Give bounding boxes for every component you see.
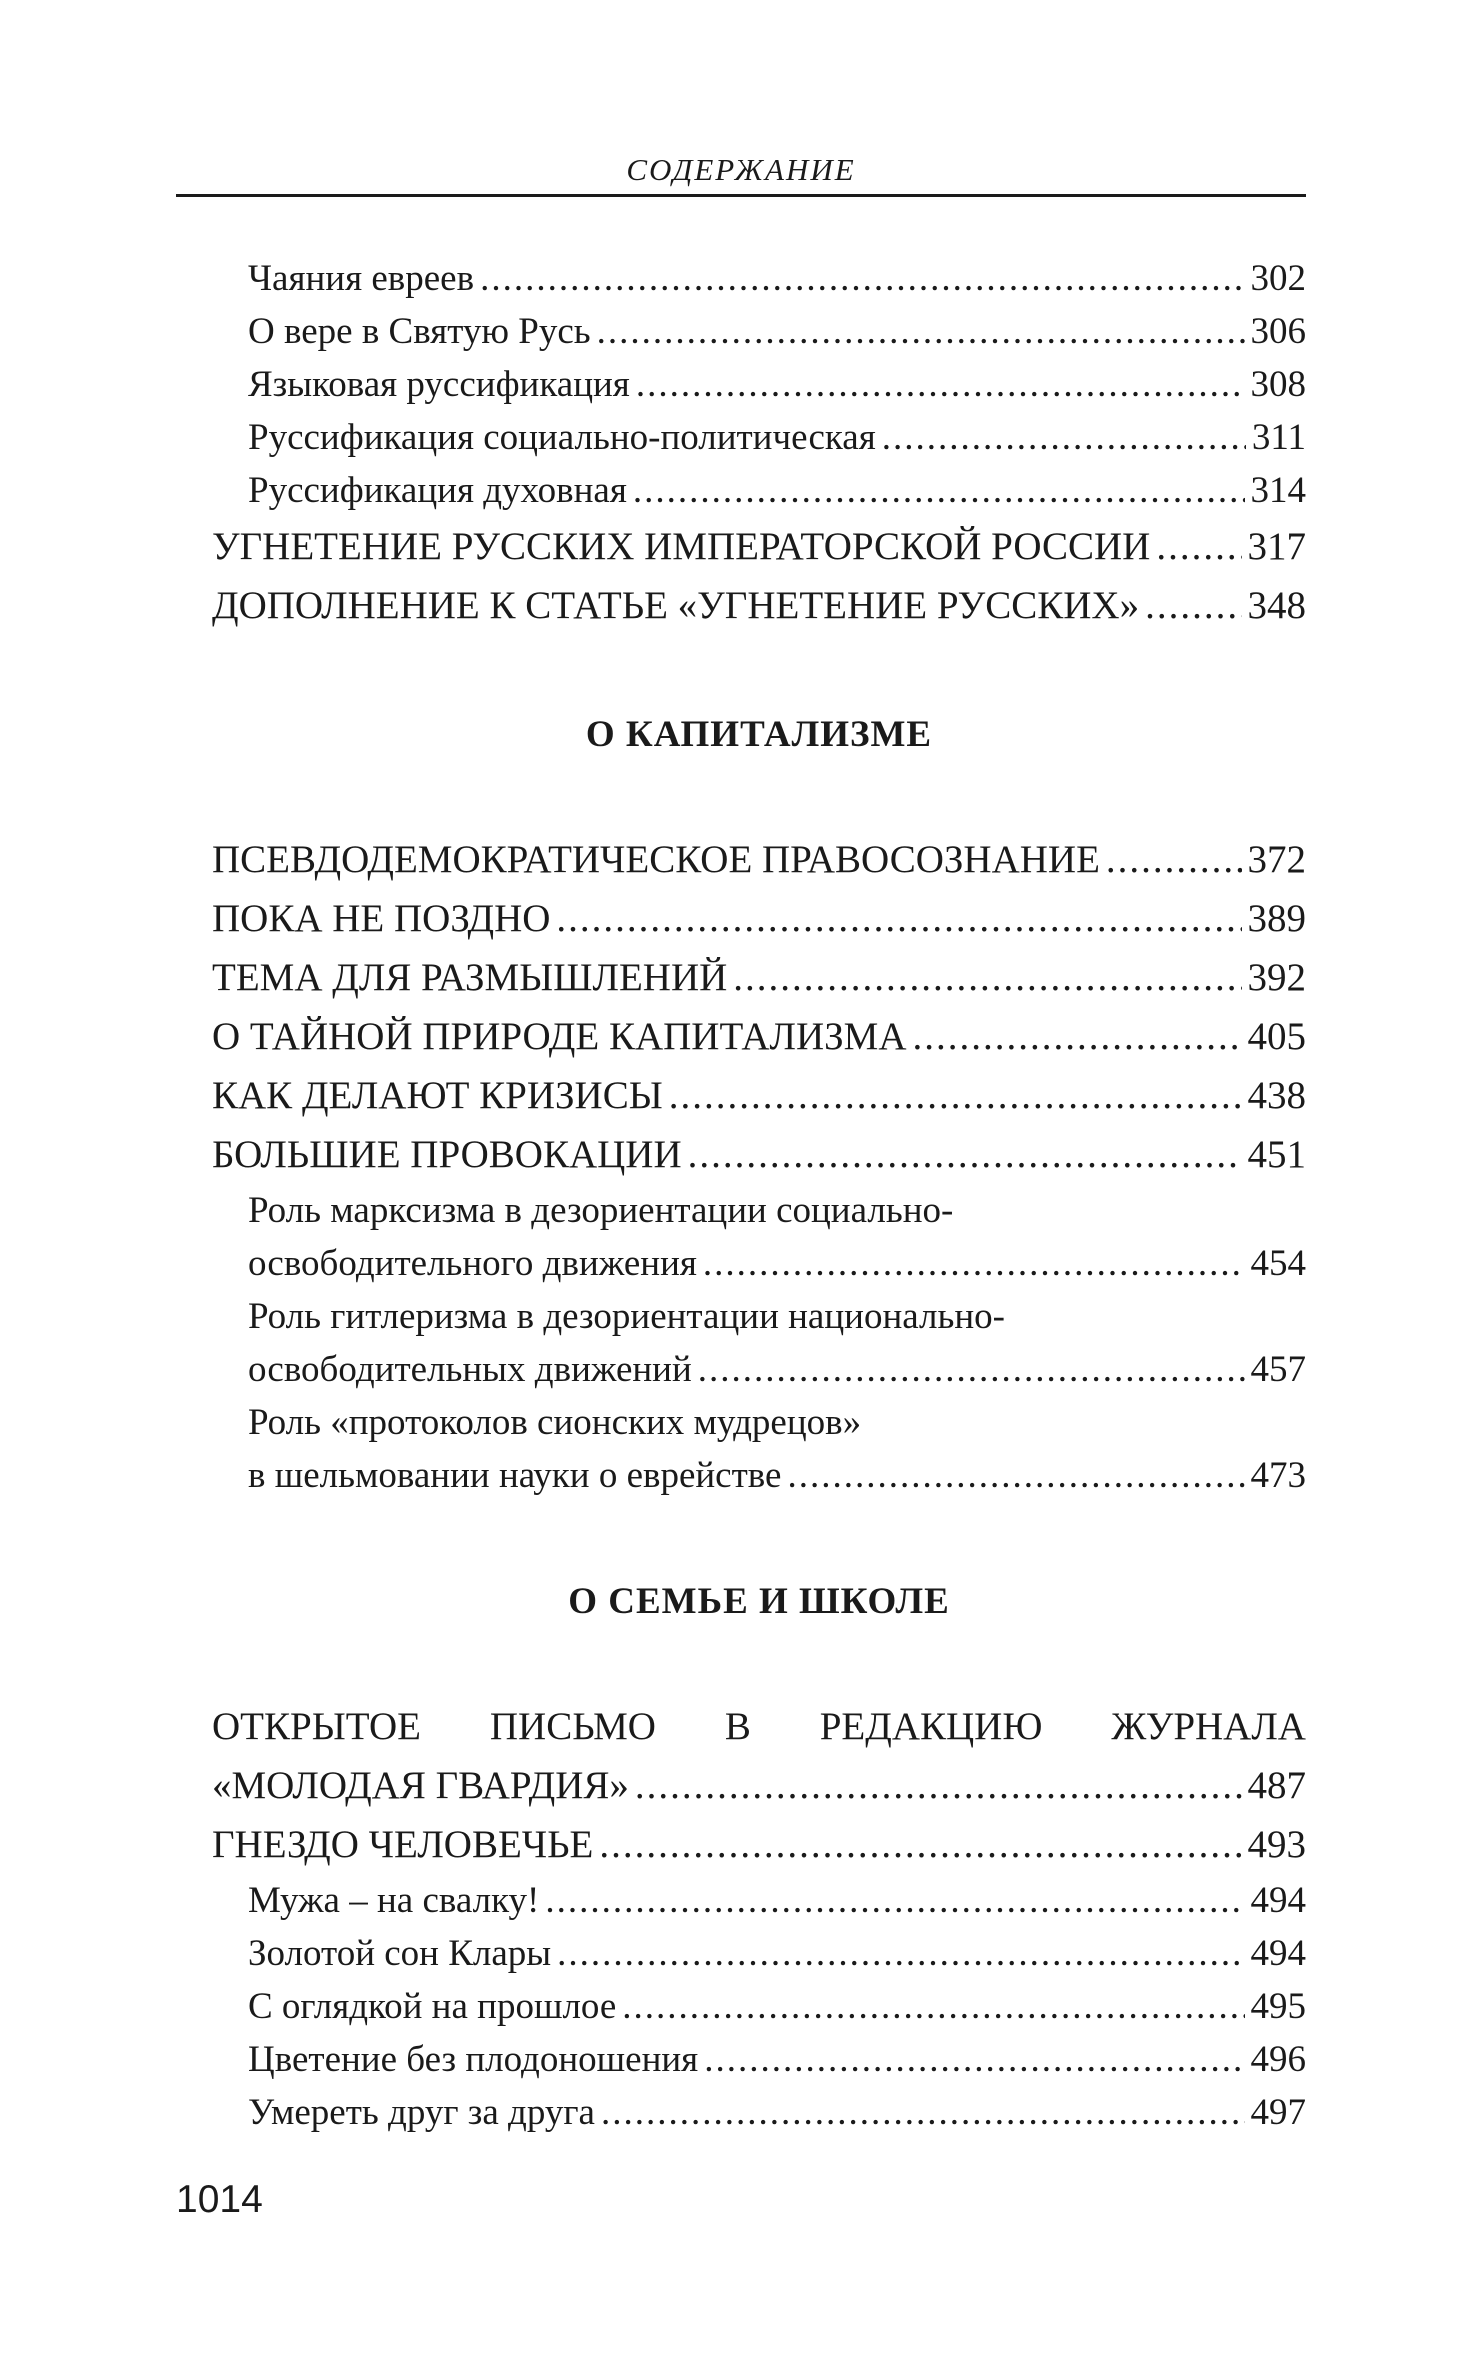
dot-leader [669, 1066, 1242, 1125]
toc-entry [212, 1927, 1306, 1980]
toc-entry-page: 317 [1247, 525, 1306, 568]
toc-entry-title: УГНЕТЕНИЕ РУССКИХ ИМПЕРАТОРСКОЙ РОССИИ [212, 525, 1151, 568]
dot-leader [601, 2086, 1245, 2139]
dot-leader [545, 1874, 1244, 1927]
toc-entry-page: 487 [1247, 1764, 1306, 1807]
toc-entry-title: в шельмовании науки о еврействе [248, 1455, 782, 1496]
toc-entry-title: Чаяния евреев [248, 258, 475, 299]
dot-leader [480, 252, 1244, 305]
toc-entry [212, 1066, 1306, 1125]
toc-entry-page: 497 [1250, 2092, 1306, 2133]
toc-entry-title: ПОКА НЕ ПОЗДНО [212, 897, 551, 940]
toc-entry-first-line [212, 1396, 1306, 1449]
dot-leader [636, 358, 1245, 411]
toc-entry [212, 830, 1306, 889]
toc-entry [212, 948, 1306, 1007]
toc-entry-title: «МОЛОДАЯ ГВАРДИЯ» [212, 1764, 629, 1807]
toc-entry [212, 305, 1306, 358]
toc-entry-title: ТЕМА ДЛЯ РАЗМЫШЛЕНИЙ [212, 956, 728, 999]
toc-entry-title: Роль марксизма в дезориентации социально- [248, 1190, 954, 1231]
toc-entry-page: 495 [1250, 1986, 1306, 2027]
toc-entry [212, 1815, 1306, 1874]
toc-entry [212, 1007, 1306, 1066]
toc-entry-page: 405 [1247, 1015, 1306, 1058]
dot-leader [597, 305, 1245, 358]
toc-entry-page: 389 [1247, 897, 1306, 940]
toc-entry-word: ПИСЬМО [489, 1705, 656, 1748]
toc-entry-page: 451 [1247, 1133, 1306, 1176]
toc-entry [212, 1125, 1306, 1184]
toc-entry-title: БОЛЬШИЕ ПРОВОКАЦИИ [212, 1133, 682, 1176]
dot-leader [1145, 576, 1241, 635]
toc-entry-page: 306 [1250, 311, 1306, 352]
toc-entry-title: Умереть друг за друга [248, 2092, 595, 2133]
table-of-contents [212, 252, 1306, 2139]
dot-leader [787, 1449, 1244, 1502]
toc-entry-page: 457 [1250, 1349, 1306, 1390]
dot-leader [599, 1815, 1241, 1874]
toc-entry [212, 2086, 1306, 2139]
toc-entry-page: 308 [1250, 364, 1306, 405]
dot-leader [1106, 830, 1242, 889]
toc-entry-page: 372 [1247, 838, 1306, 881]
toc-entry-title: Языковая руссификация [248, 364, 630, 405]
toc-entry [212, 252, 1306, 305]
section-heading: О СЕМЬЕ И ШКОЛЕ [568, 1581, 950, 1622]
dot-leader [698, 1343, 1245, 1396]
toc-entry [212, 1756, 1306, 1815]
dot-leader [622, 1980, 1244, 2033]
toc-entry-title: ПСЕВДОДЕМОКРАТИЧЕСКОЕ ПРАВОСОЗНАНИЕ [212, 838, 1100, 881]
toc-entry-page: 314 [1250, 470, 1306, 511]
toc-entry-first-line [212, 1290, 1306, 1343]
toc-entry [212, 889, 1306, 948]
section-heading: О КАПИТАЛИЗМЕ [585, 714, 933, 755]
toc-entry-title: О ТАЙНОЙ ПРИРОДЕ КАПИТАЛИЗМА [212, 1015, 907, 1058]
toc-entry-page: 348 [1247, 584, 1306, 627]
toc-entry-title: С оглядкой на прошлое [248, 1986, 617, 2027]
toc-entry-word: ОТКРЫТОЕ [212, 1705, 421, 1748]
toc-entry-page: 302 [1250, 258, 1306, 299]
toc-entry-page: 494 [1250, 1933, 1306, 1974]
toc-entry [212, 464, 1306, 517]
toc-entry-page: 496 [1250, 2039, 1306, 2080]
toc-entry-first-line [212, 1184, 1306, 1237]
toc-entry-page: 473 [1250, 1455, 1306, 1496]
dot-leader [733, 948, 1241, 1007]
toc-entry-page: 392 [1247, 956, 1306, 999]
dot-leader [882, 411, 1246, 464]
toc-entry [212, 2033, 1306, 2086]
running-head: СОДЕРЖАНИЕ [626, 152, 856, 187]
toc-entry-word: В [724, 1705, 751, 1748]
toc-entry [212, 576, 1306, 635]
toc-entry-title: Золотой сон Клары [248, 1933, 552, 1974]
dot-leader [557, 1927, 1244, 1980]
toc-entry-title: Руссификация духовная [248, 470, 627, 511]
page-number: 1014 [176, 2178, 263, 2221]
dot-leader [633, 464, 1245, 517]
toc-entry-title: Роль «протоколов сионских мудрецов» [248, 1402, 862, 1443]
toc-entry-word: РЕДАКЦИЮ [819, 1705, 1043, 1748]
dot-leader [688, 1125, 1242, 1184]
toc-entry-title: О вере в Святую Русь [248, 311, 591, 352]
toc-entry-page: 494 [1250, 1880, 1306, 1921]
dot-leader [556, 889, 1241, 948]
toc-entry [212, 1237, 1306, 1290]
dot-leader [703, 1237, 1245, 1290]
toc-entry-page: 454 [1250, 1243, 1306, 1284]
toc-entry-title: ГНЕЗДО ЧЕЛОВЕЧЬЕ [212, 1823, 594, 1866]
toc-entry-title: освободительных движений [248, 1349, 692, 1390]
toc-entry [212, 411, 1306, 464]
toc-entry-page: 493 [1247, 1823, 1306, 1866]
toc-entry-page: 311 [1251, 417, 1306, 458]
dot-leader [635, 1756, 1242, 1815]
toc-entry-title: Мужа – на свалку! [248, 1880, 540, 1921]
toc-entry-title: Руссификация социально-политическая [248, 417, 876, 458]
dot-leader [1156, 517, 1241, 576]
toc-entry [212, 1874, 1306, 1927]
toc-entry-title: Цветение без плодоношения [248, 2039, 699, 2080]
toc-entry-first-line [212, 1697, 1306, 1756]
toc-entry-title: КАК ДЕЛАЮТ КРИЗИСЫ [212, 1074, 663, 1117]
toc-entry [212, 1980, 1306, 2033]
toc-entry-word: ЖУРНАЛА [1111, 1705, 1306, 1748]
toc-entry [212, 1343, 1306, 1396]
toc-entry [212, 517, 1306, 576]
dot-leader [704, 2033, 1244, 2086]
toc-entry-title: ДОПОЛНЕНИЕ К СТАТЬЕ «УГНЕТЕНИЕ РУССКИХ» [212, 584, 1140, 627]
toc-entry-page: 438 [1247, 1074, 1306, 1117]
dot-leader [913, 1007, 1242, 1066]
toc-entry-title: освободительного движения [248, 1243, 697, 1284]
header-rule [176, 194, 1306, 197]
toc-entry [212, 1449, 1306, 1502]
toc-entry-title: Роль гитлеризма в дезориентации национально- [248, 1296, 1005, 1337]
toc-entry [212, 358, 1306, 411]
